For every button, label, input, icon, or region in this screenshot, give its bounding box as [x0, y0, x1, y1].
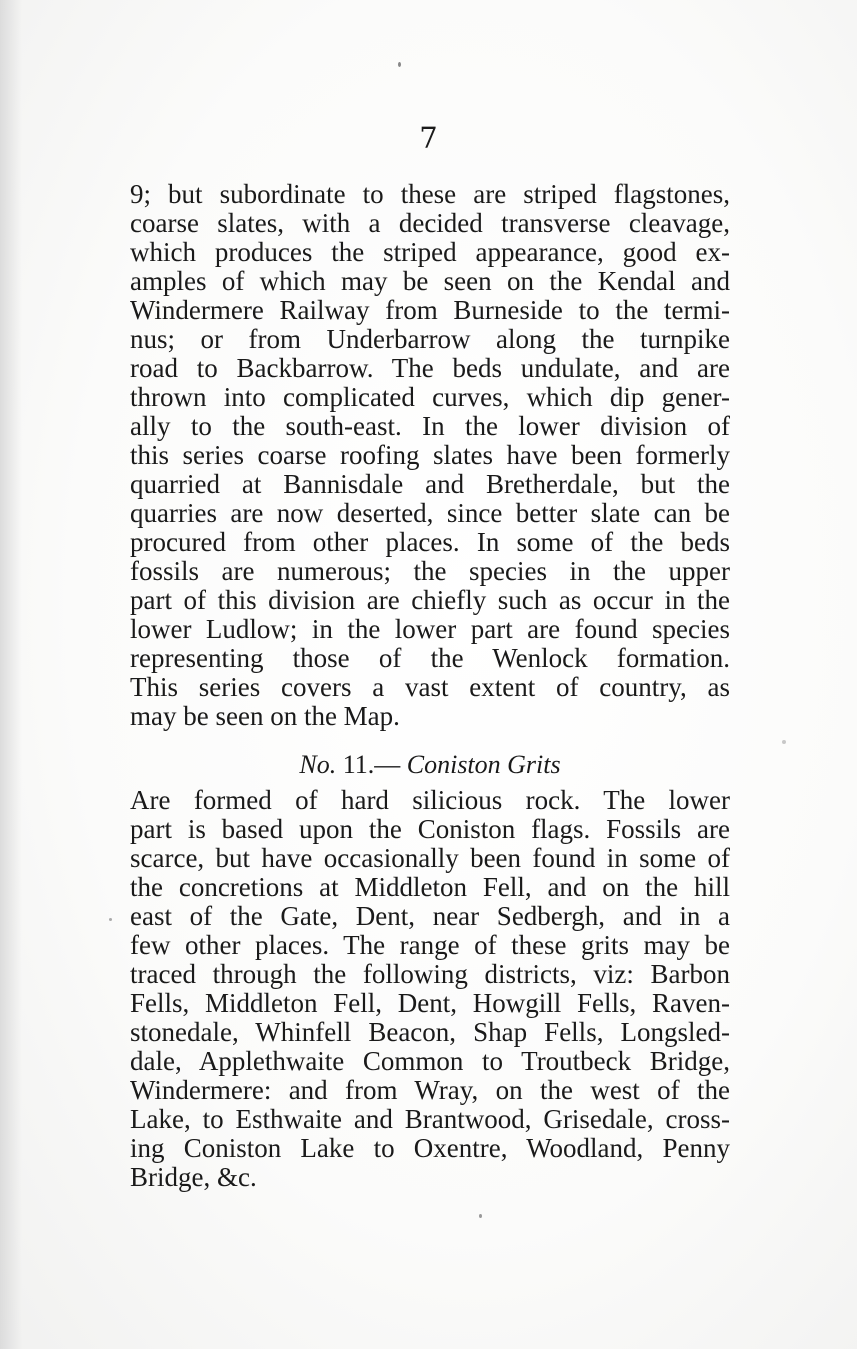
- text-line: this series coarse roofing slates have been formerly: [130, 440, 730, 470]
- text-line: ally to the south-east. In the lower division of: [130, 411, 730, 441]
- text-line: may be seen on the Map.: [130, 701, 400, 731]
- paper-speck: [398, 62, 401, 67]
- paragraph-flagstones: [130, 180, 730, 731]
- text-line: Fells, Middleton Fell, Dent, Howgill Fells, Raven-: [130, 988, 730, 1018]
- text-line: few other places. The range of these grits may be: [130, 930, 730, 960]
- heading-dash: —: [374, 750, 401, 779]
- paper-speck: [109, 918, 112, 921]
- text-line: the concretions at Middleton Fell, and on the hill: [130, 872, 730, 902]
- text-line: road to Backbarrow. The beds undulate, and are: [130, 353, 730, 383]
- text-line: scarce, but have occasionally been found in some of: [130, 843, 730, 873]
- heading-prefix: No.: [299, 750, 337, 779]
- paper-speck: [782, 740, 786, 744]
- text-line: representing those of the Wenlock formation.: [130, 643, 730, 673]
- text-line: east of the Gate, Dent, near Sedbergh, and in a: [130, 901, 730, 931]
- text-line: coarse slates, with a decided transverse cleavage,: [130, 208, 730, 238]
- text-line: fossils are numerous; the species in the upper: [130, 556, 730, 586]
- section-heading: [130, 750, 730, 780]
- text-line: quarried at Bannisdale and Bretherdale, but the: [130, 469, 730, 499]
- text-line: ing Coniston Lake to Oxentre, Woodland, Penny: [130, 1133, 730, 1163]
- page-number: 7: [419, 121, 438, 155]
- text-line: part is based upon the Coniston flags. Fossils are: [130, 814, 730, 844]
- text-line: Windermere Railway from Burneside to the termi-: [130, 295, 730, 325]
- paper-speck: [479, 1214, 482, 1218]
- gutter-shadow: [0, 0, 22, 1349]
- text-line: part of this division are chiefly such as occur in the: [130, 585, 730, 615]
- text-line: which produces the striped appearance, good ex-: [130, 237, 730, 267]
- heading-title: Coniston Grits: [406, 750, 561, 779]
- text-line: Windermere: and from Wray, on the west of the: [130, 1075, 730, 1105]
- text-line: 9; but subordinate to these are striped flagstones,: [130, 179, 730, 209]
- heading-number: 11.: [342, 750, 375, 779]
- text-line: quarries are now deserted, since better slate can be: [130, 498, 730, 528]
- text-line: stonedale, Whinfell Beacon, Shap Fells, Longsled-: [130, 1017, 730, 1047]
- text-line: procured from other places. In some of the beds: [130, 527, 730, 557]
- text-line: Bridge, &c.: [130, 1162, 257, 1192]
- text-line: traced through the following districts, viz: Barbon: [130, 959, 730, 989]
- text-line: dale, Applethwaite Common to Troutbeck Bridge,: [130, 1046, 730, 1076]
- text-line: amples of which may be seen on the Kendal and: [130, 266, 730, 296]
- text-line: Are formed of hard silicious rock. The lower: [130, 785, 730, 815]
- text-line: This series covers a vast extent of country, as: [130, 672, 730, 702]
- text-line: lower Ludlow; in the lower part are found species: [130, 614, 730, 644]
- text-line: Lake, to Esthwaite and Brantwood, Grisedale, cross-: [130, 1104, 730, 1134]
- text-line: thrown into complicated curves, which dip gener-: [130, 382, 730, 412]
- paragraph-coniston-grits: [130, 786, 730, 1192]
- text-line: nus; or from Underbarrow along the turnpike: [130, 324, 730, 354]
